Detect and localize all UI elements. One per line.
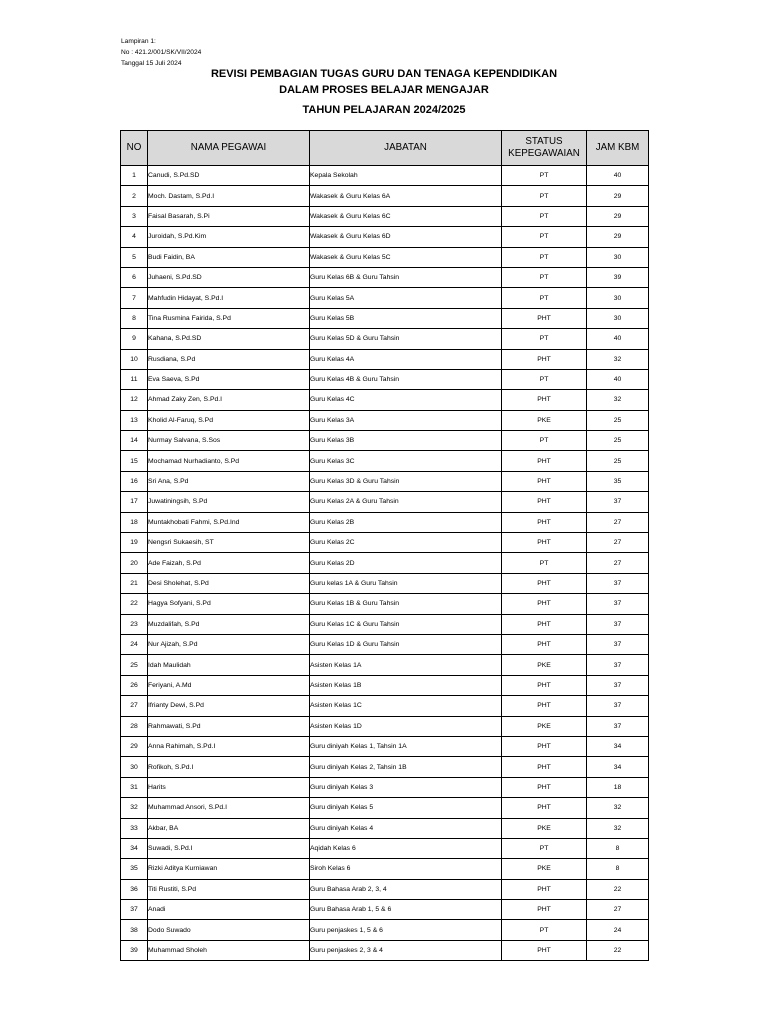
table-row bbox=[121, 859, 649, 879]
row-number: 24 bbox=[121, 634, 148, 654]
employee-name: Anadi bbox=[148, 900, 310, 920]
teaching-hours: 35 bbox=[587, 471, 649, 491]
teaching-hours: 29 bbox=[587, 186, 649, 206]
table-row bbox=[121, 390, 649, 410]
employee-name: Kholid Al-Faruq, S.Pd bbox=[148, 410, 310, 430]
position: Guru Bahasa Arab 1, 5 & 6 bbox=[310, 900, 502, 920]
teaching-hours: 37 bbox=[587, 716, 649, 736]
position: Wakasek & Guru Kelas 6A bbox=[310, 186, 502, 206]
position: Asisten Kelas 1B bbox=[310, 675, 502, 695]
table-header bbox=[121, 131, 649, 166]
document-meta bbox=[121, 36, 201, 69]
row-number: 39 bbox=[121, 940, 148, 960]
row-number: 23 bbox=[121, 614, 148, 634]
employment-status: PT bbox=[502, 369, 587, 389]
table-row bbox=[121, 696, 649, 716]
employee-name: Faisal Basarah, S.Pi bbox=[148, 206, 310, 226]
teaching-hours: 30 bbox=[587, 288, 649, 308]
table-row bbox=[121, 186, 649, 206]
position: Wakasek & Guru Kelas 6C bbox=[310, 206, 502, 226]
employment-status: PHT bbox=[502, 798, 587, 818]
row-number: 17 bbox=[121, 492, 148, 512]
row-number: 25 bbox=[121, 655, 148, 675]
employment-status: PT bbox=[502, 288, 587, 308]
teaching-hours: 8 bbox=[587, 838, 649, 858]
employment-status: PT bbox=[502, 838, 587, 858]
row-number: 35 bbox=[121, 859, 148, 879]
teaching-hours: 37 bbox=[587, 614, 649, 634]
row-number: 13 bbox=[121, 410, 148, 430]
document-subtitle: DALAM PROSES BELAJAR MENGAJAR bbox=[279, 84, 489, 96]
header-jam-kbm: JAM KBM bbox=[587, 131, 649, 166]
employee-name: Muhammad Ansori, S.Pd.I bbox=[148, 798, 310, 818]
employee-name: Ahmad Zaky Zen, S.Pd.I bbox=[148, 390, 310, 410]
table-row bbox=[121, 838, 649, 858]
position: Guru Kelas 2B bbox=[310, 512, 502, 532]
row-number: 22 bbox=[121, 594, 148, 614]
position: Guru penjaskes 2, 3 & 4 bbox=[310, 940, 502, 960]
employee-name: Mochamad Nurhadianto, S.Pd bbox=[148, 451, 310, 471]
attachment-label: Lampiran 1: bbox=[121, 38, 156, 45]
table-row bbox=[121, 798, 649, 818]
row-number: 4 bbox=[121, 227, 148, 247]
employee-name: Feriyani, A.Md bbox=[148, 675, 310, 695]
row-number: 28 bbox=[121, 716, 148, 736]
table-row bbox=[121, 512, 649, 532]
row-number: 12 bbox=[121, 390, 148, 410]
table-row bbox=[121, 471, 649, 491]
teaching-hours: 32 bbox=[587, 349, 649, 369]
employee-name: Rusdiana, S.Pd bbox=[148, 349, 310, 369]
row-number: 18 bbox=[121, 512, 148, 532]
decree-number: No : 421.2/001/SK/VII/2024 bbox=[121, 49, 202, 56]
teaching-hours: 34 bbox=[587, 757, 649, 777]
table-row bbox=[121, 206, 649, 226]
employment-status: PT bbox=[502, 267, 587, 287]
row-number: 7 bbox=[121, 288, 148, 308]
employment-status: PT bbox=[502, 329, 587, 349]
row-number: 26 bbox=[121, 675, 148, 695]
teaching-hours: 25 bbox=[587, 431, 649, 451]
row-number: 2 bbox=[121, 186, 148, 206]
position: Guru Kelas 6B & Guru Tahsin bbox=[310, 267, 502, 287]
employee-name: Muzdalifah, S.Pd bbox=[148, 614, 310, 634]
employee-name: Muntakhobati Fahmi, S.Pd.Ind bbox=[148, 512, 310, 532]
row-number: 8 bbox=[121, 308, 148, 328]
teaching-hours: 25 bbox=[587, 410, 649, 430]
employment-status: PKE bbox=[502, 716, 587, 736]
employment-status: PHT bbox=[502, 940, 587, 960]
position: Guru Kelas 5A bbox=[310, 288, 502, 308]
employment-status: PHT bbox=[502, 492, 587, 512]
table-row bbox=[121, 247, 649, 267]
table-row bbox=[121, 431, 649, 451]
employment-status: PHT bbox=[502, 594, 587, 614]
teaching-hours: 37 bbox=[587, 492, 649, 512]
employee-name: Rizki Aditya Kurniawan bbox=[148, 859, 310, 879]
table-row bbox=[121, 267, 649, 287]
row-number: 3 bbox=[121, 206, 148, 226]
employment-status: PHT bbox=[502, 471, 587, 491]
teaching-hours: 30 bbox=[587, 308, 649, 328]
row-number: 6 bbox=[121, 267, 148, 287]
table-row bbox=[121, 777, 649, 797]
teaching-hours: 37 bbox=[587, 675, 649, 695]
employee-name: Harits bbox=[148, 777, 310, 797]
employment-status: PHT bbox=[502, 349, 587, 369]
teaching-hours: 30 bbox=[587, 247, 649, 267]
employment-status: PT bbox=[502, 247, 587, 267]
table-row bbox=[121, 166, 649, 186]
employment-status: PHT bbox=[502, 451, 587, 471]
teaching-hours: 39 bbox=[587, 267, 649, 287]
row-number: 9 bbox=[121, 329, 148, 349]
table-row bbox=[121, 920, 649, 940]
position: Guru Kelas 1D & Guru Tahsin bbox=[310, 634, 502, 654]
teaching-hours: 32 bbox=[587, 390, 649, 410]
position: Guru Kelas 4B & Guru Tahsin bbox=[310, 369, 502, 389]
position: Wakasek & Guru Kelas 6D bbox=[310, 227, 502, 247]
position: Guru Kelas 3B bbox=[310, 431, 502, 451]
table-row bbox=[121, 716, 649, 736]
position: Asisten Kelas 1A bbox=[310, 655, 502, 675]
row-number: 32 bbox=[121, 798, 148, 818]
employment-status: PHT bbox=[502, 879, 587, 899]
employee-name: Rofikoh, S.Pd.I bbox=[148, 757, 310, 777]
table-row bbox=[121, 675, 649, 695]
employment-status: PHT bbox=[502, 308, 587, 328]
position: Guru Kelas 5B bbox=[310, 308, 502, 328]
employee-name: Rahmawati, S.Pd bbox=[148, 716, 310, 736]
table-row bbox=[121, 594, 649, 614]
decree-date: Tanggal 15 Juli 2024 bbox=[121, 60, 182, 67]
teaching-hours: 40 bbox=[587, 369, 649, 389]
position: Guru Kelas 4C bbox=[310, 390, 502, 410]
teaching-hours: 40 bbox=[587, 166, 649, 186]
position: Guru diniyah Kelas 5 bbox=[310, 798, 502, 818]
teaching-hours: 25 bbox=[587, 451, 649, 471]
teaching-hours: 8 bbox=[587, 859, 649, 879]
teaching-hours: 27 bbox=[587, 512, 649, 532]
table-row bbox=[121, 533, 649, 553]
teaching-hours: 22 bbox=[587, 940, 649, 960]
employment-status: PHT bbox=[502, 512, 587, 532]
employee-name: Budi Faidin, BA bbox=[148, 247, 310, 267]
employee-name: Juhaeni, S.Pd.SD bbox=[148, 267, 310, 287]
position: Asisten Kelas 1D bbox=[310, 716, 502, 736]
row-number: 31 bbox=[121, 777, 148, 797]
teaching-hours: 37 bbox=[587, 655, 649, 675]
employee-name: Kahana, S.Pd.SD bbox=[148, 329, 310, 349]
employment-status: PHT bbox=[502, 634, 587, 654]
row-number: 36 bbox=[121, 879, 148, 899]
employee-name: Muhammad Sholeh bbox=[148, 940, 310, 960]
employment-status: PKE bbox=[502, 410, 587, 430]
row-number: 19 bbox=[121, 533, 148, 553]
employee-name: Sri Ana, S.Pd bbox=[148, 471, 310, 491]
table-row bbox=[121, 879, 649, 899]
teaching-hours: 22 bbox=[587, 879, 649, 899]
header-nama-pegawai: NAMA PEGAWAI bbox=[148, 131, 310, 166]
position: Guru Kelas 1B & Guru Tahsin bbox=[310, 594, 502, 614]
header-status-line2: KEPEGAWAIAN bbox=[508, 148, 580, 159]
position: Guru Kelas 3C bbox=[310, 451, 502, 471]
teaching-hours: 27 bbox=[587, 553, 649, 573]
row-number: 38 bbox=[121, 920, 148, 940]
employee-name: Juroidah, S.Pd.Kim bbox=[148, 227, 310, 247]
employee-name: Desi Sholehat, S.Pd bbox=[148, 573, 310, 593]
header-no: NO bbox=[121, 131, 148, 166]
employment-status: PKE bbox=[502, 859, 587, 879]
table-row bbox=[121, 451, 649, 471]
employee-name: Canudi, S.Pd.SD bbox=[148, 166, 310, 186]
teaching-hours: 32 bbox=[587, 798, 649, 818]
table-row bbox=[121, 349, 649, 369]
header-status-line1: STATUS bbox=[525, 136, 563, 147]
row-number: 33 bbox=[121, 818, 148, 838]
document-title: REVISI PEMBAGIAN TUGAS GURU DAN TENAGA KEPENDIDIKAN bbox=[210, 68, 558, 80]
table-row bbox=[121, 614, 649, 634]
employee-name: Suwadi, S.Pd.I bbox=[148, 838, 310, 858]
employee-name: Juwatiningsih, S.Pd bbox=[148, 492, 310, 512]
employee-name: Anna Rahimah, S.Pd.I bbox=[148, 736, 310, 756]
row-number: 27 bbox=[121, 696, 148, 716]
position: Guru Kelas 3A bbox=[310, 410, 502, 430]
employee-name: Hagya Sofyani, S.Pd bbox=[148, 594, 310, 614]
employee-name: Tina Rusmina Fairida, S.Pd bbox=[148, 308, 310, 328]
position: Guru diniyah Kelas 4 bbox=[310, 818, 502, 838]
teaching-hours: 27 bbox=[587, 533, 649, 553]
table-row bbox=[121, 634, 649, 654]
employment-status: PHT bbox=[502, 675, 587, 695]
employee-name: Nur Ajizah, S.Pd bbox=[148, 634, 310, 654]
table-row bbox=[121, 492, 649, 512]
table-row bbox=[121, 818, 649, 838]
position: Aqidah Kelas 6 bbox=[310, 838, 502, 858]
position: Guru Kelas 2D bbox=[310, 553, 502, 573]
employment-status: PHT bbox=[502, 777, 587, 797]
employment-status: PT bbox=[502, 227, 587, 247]
table-row bbox=[121, 288, 649, 308]
employment-status: PT bbox=[502, 166, 587, 186]
employee-name: Eva Saeva, S.Pd bbox=[148, 369, 310, 389]
position: Guru Kelas 5D & Guru Tahsin bbox=[310, 329, 502, 349]
teaching-hours: 29 bbox=[587, 227, 649, 247]
row-number: 15 bbox=[121, 451, 148, 471]
row-number: 10 bbox=[121, 349, 148, 369]
teaching-hours: 29 bbox=[587, 206, 649, 226]
employee-name: Titi Rustiti, S.Pd bbox=[148, 879, 310, 899]
position: Guru Kelas 4A bbox=[310, 349, 502, 369]
header-jabatan: JABATAN bbox=[310, 131, 502, 166]
table-row bbox=[121, 757, 649, 777]
employee-name: Nengsri Sukaesih, ST bbox=[148, 533, 310, 553]
employment-status: PT bbox=[502, 431, 587, 451]
position: Kepala Sekolah bbox=[310, 166, 502, 186]
employment-status: PHT bbox=[502, 390, 587, 410]
teaching-hours: 37 bbox=[587, 594, 649, 614]
table-row bbox=[121, 410, 649, 430]
row-number: 14 bbox=[121, 431, 148, 451]
table-row bbox=[121, 329, 649, 349]
table-row bbox=[121, 736, 649, 756]
employment-status: PHT bbox=[502, 900, 587, 920]
employment-status: PHT bbox=[502, 736, 587, 756]
position: Guru diniyah Kelas 3 bbox=[310, 777, 502, 797]
employment-status: PT bbox=[502, 206, 587, 226]
employment-status: PKE bbox=[502, 818, 587, 838]
table-row bbox=[121, 369, 649, 389]
row-number: 1 bbox=[121, 166, 148, 186]
employment-status: PKE bbox=[502, 655, 587, 675]
teaching-hours: 37 bbox=[587, 573, 649, 593]
row-number: 11 bbox=[121, 369, 148, 389]
row-number: 5 bbox=[121, 247, 148, 267]
employment-status: PT bbox=[502, 186, 587, 206]
row-number: 29 bbox=[121, 736, 148, 756]
employee-name: Ifrianty Dewi, S.Pd bbox=[148, 696, 310, 716]
position: Guru diniyah Kelas 1, Tahsin 1A bbox=[310, 736, 502, 756]
teaching-hours: 40 bbox=[587, 329, 649, 349]
staff-assignment-table bbox=[120, 130, 649, 961]
employment-status: PHT bbox=[502, 533, 587, 553]
position: Guru Kelas 2A & Guru Tahsin bbox=[310, 492, 502, 512]
teaching-hours: 37 bbox=[587, 634, 649, 654]
row-number: 21 bbox=[121, 573, 148, 593]
table-row bbox=[121, 573, 649, 593]
header-row bbox=[121, 131, 649, 166]
table-row bbox=[121, 227, 649, 247]
position: Guru Kelas 1C & Guru Tahsin bbox=[310, 614, 502, 634]
row-number: 30 bbox=[121, 757, 148, 777]
row-number: 16 bbox=[121, 471, 148, 491]
position: Asisten Kelas 1C bbox=[310, 696, 502, 716]
teaching-hours: 34 bbox=[587, 736, 649, 756]
teaching-hours: 27 bbox=[587, 900, 649, 920]
table-row bbox=[121, 900, 649, 920]
table-body bbox=[121, 166, 649, 961]
employment-status: PHT bbox=[502, 757, 587, 777]
employment-status: PHT bbox=[502, 696, 587, 716]
row-number: 37 bbox=[121, 900, 148, 920]
position: Guru diniyah Kelas 2, Tahsin 1B bbox=[310, 757, 502, 777]
teaching-hours: 24 bbox=[587, 920, 649, 940]
employee-name: Mahfudin Hidayat, S.Pd.I bbox=[148, 288, 310, 308]
position: Guru Kelas 3D & Guru Tahsin bbox=[310, 471, 502, 491]
employment-status: PHT bbox=[502, 614, 587, 634]
employee-name: Nurmay Salvana, S.Sos bbox=[148, 431, 310, 451]
table-row bbox=[121, 655, 649, 675]
teaching-hours: 18 bbox=[587, 777, 649, 797]
position: Wakasek & Guru Kelas 5C bbox=[310, 247, 502, 267]
position: Guru Bahasa Arab 2, 3, 4 bbox=[310, 879, 502, 899]
table-row bbox=[121, 553, 649, 573]
row-number: 20 bbox=[121, 553, 148, 573]
employee-name: Akbar, BA bbox=[148, 818, 310, 838]
position: Siroh Kelas 6 bbox=[310, 859, 502, 879]
row-number: 34 bbox=[121, 838, 148, 858]
employment-status: PT bbox=[502, 553, 587, 573]
employment-status: PT bbox=[502, 920, 587, 940]
employee-name: Moch. Dastam, S.Pd.I bbox=[148, 186, 310, 206]
employment-status: PHT bbox=[502, 573, 587, 593]
table-row bbox=[121, 940, 649, 960]
table-row bbox=[121, 308, 649, 328]
position: Guru penjaskes 1, 5 & 6 bbox=[310, 920, 502, 940]
header-status-kepegawaian bbox=[502, 131, 587, 166]
academic-year-title: TAHUN PELAJARAN 2024/2025 bbox=[302, 104, 466, 116]
teaching-hours: 37 bbox=[587, 696, 649, 716]
teaching-hours: 32 bbox=[587, 818, 649, 838]
employee-name: Dodo Suwado bbox=[148, 920, 310, 940]
position: Guru kelas 1A & Guru Tahsin bbox=[310, 573, 502, 593]
employee-name: Idah Maulidah bbox=[148, 655, 310, 675]
position: Guru Kelas 2C bbox=[310, 533, 502, 553]
employee-name: Ade Faizah, S.Pd bbox=[148, 553, 310, 573]
